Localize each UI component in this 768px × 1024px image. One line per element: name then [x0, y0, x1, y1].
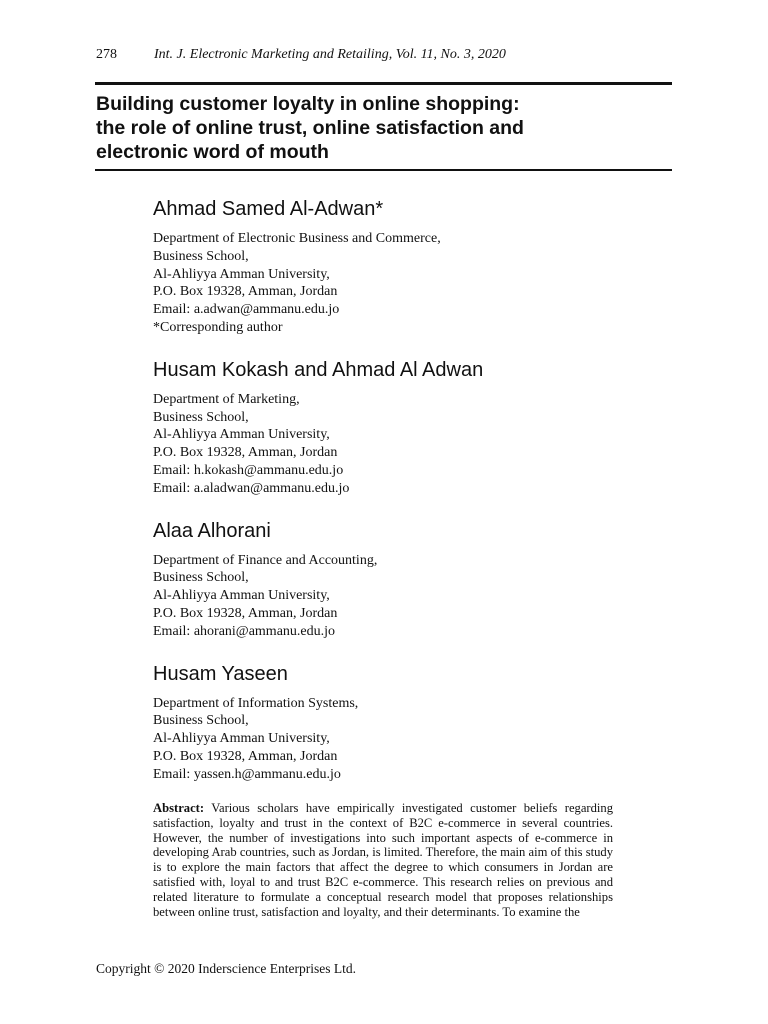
affiliation-line: Business School,	[153, 409, 249, 425]
affiliation-line: Business School,	[153, 248, 249, 264]
author-name: Alaa Alhorani	[153, 519, 271, 542]
title-bottom-rule	[95, 169, 672, 171]
corresponding-note: *Corresponding author	[153, 319, 283, 335]
paper-title	[96, 92, 656, 164]
affiliation-line: Business School,	[153, 713, 249, 729]
affiliation-line: Department of Information Systems,	[153, 695, 359, 711]
abstract-text: Various scholars have empirically investigated customer beliefs regarding satisfaction, loyalty and trust in the context of B2C e-commerce in several countries. However, the number of investigations into such important aspects of e-commerce in developing Arab countries, such as Jordan, is limited. Therefore, the main aim of this study is to explore the main factors that affect the degree to which consumers in Jordan are satisfied with, loyal to and trust B2C e-commerce. This research relies on previous and related literature to formulate a conceptual research model that proposes relationships between online trust, satisfaction and loyalty, and their determinants. To examine the	[153, 801, 614, 919]
affiliation-line: Al-Ahliyya Amman University,	[153, 731, 330, 747]
author-block	[153, 518, 653, 641]
author-name: Ahmad Samed Al-Adwan*	[153, 198, 384, 220]
affiliation-line: Department of Marketing,	[153, 391, 300, 407]
affiliation-line: P.O. Box 19328, Amman, Jordan	[153, 748, 338, 764]
abstract	[153, 801, 613, 919]
journal-citation: Int. J. Electronic Marketing and Retailing, Vol. 11, No. 3, 2020	[154, 47, 506, 62]
running-header	[96, 46, 672, 64]
email-line: Email: h.kokash@ammanu.edu.jo	[153, 462, 344, 478]
email-line: Email: a.aladwan@ammanu.edu.jo	[153, 480, 350, 496]
author-name: Husam Kokash and Ahmad Al Adwan	[153, 358, 484, 381]
author-list	[153, 196, 653, 784]
author-block	[153, 196, 653, 337]
author-block	[153, 661, 653, 784]
title-line: electronic word of mouth	[96, 141, 329, 163]
affiliation-line: Al-Ahliyya Amman University,	[153, 427, 330, 443]
copyright-footer: Copyright © 2020 Inderscience Enterprises Ltd.	[96, 961, 356, 976]
author-name: Husam Yaseen	[153, 662, 288, 685]
affiliation-line: P.O. Box 19328, Amman, Jordan	[153, 605, 338, 621]
affiliation-line: Department of Finance and Accounting,	[153, 552, 378, 568]
title-line: Building customer loyalty in online shopping:	[96, 93, 520, 115]
email-line: Email: a.adwan@ammanu.edu.jo	[153, 302, 340, 318]
abstract-label: Abstract:	[153, 801, 205, 815]
email-line: Email: yassen.h@ammanu.edu.jo	[153, 766, 341, 782]
affiliation-line: Department of Electronic Business and Commerce,	[153, 231, 441, 246]
title-top-rule	[95, 82, 672, 85]
affiliation-line: P.O. Box 19328, Amman, Jordan	[153, 445, 338, 461]
affiliation-line: Business School,	[153, 570, 249, 586]
page-number: 278	[96, 47, 117, 62]
affiliation-line: Al-Ahliyya Amman University,	[153, 588, 330, 604]
author-block	[153, 357, 653, 498]
email-line: Email: ahorani@ammanu.edu.jo	[153, 623, 336, 639]
affiliation-line: Al-Ahliyya Amman University,	[153, 266, 330, 282]
title-line: the role of online trust, online satisfaction and	[96, 117, 524, 139]
affiliation-line: P.O. Box 19328, Amman, Jordan	[153, 284, 338, 300]
